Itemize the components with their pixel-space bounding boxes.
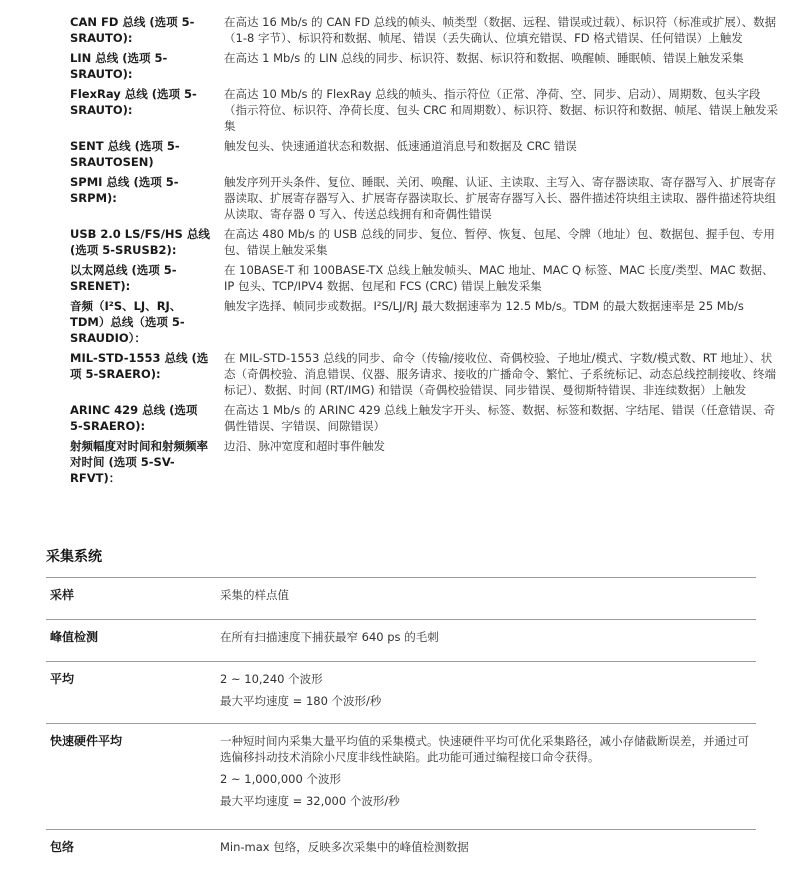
spec-label: 快速硬件平均 (50, 734, 123, 748)
trigger-label: USB 2.0 LS/FS/HS 总线 (选项 5-SRUSB2): (70, 227, 210, 257)
trigger-row-ethernet (70, 262, 780, 294)
trigger-desc: 在高达 1 Mb/s 的 LIN 总线的同步、标识符、数据、标识符和数据、唤醒帧、睡眠帧、错误上触发采集 (224, 51, 744, 65)
trigger-row-flexray (70, 86, 780, 134)
trigger-desc: 触发序列开头条件、复位、睡眠、关闭、唤醒、认证、主读取、主写入、寄存器读取、寄存器写入、扩展寄存器读取、扩展寄存器写入、扩展寄存器读取长、扩展寄存器写入长、器件描述符块组主读取、器件描述符块组从读取、寄存器 0 写入、传送总线拥有和奇偶性错误 (224, 175, 776, 221)
trigger-label: SENT 总线 (选项 5-SRAUTOSEN) (70, 139, 180, 169)
spec-row-average (46, 661, 756, 723)
spec-label: 平均 (50, 672, 75, 686)
trigger-label: ARINC 429 总线 (选项 5-SRAERO): (70, 403, 198, 433)
trigger-row-sent (70, 138, 780, 170)
trigger-desc: 在高达 10 Mb/s 的 FlexRay 总线的帧头、指示符位（正常、净荷、空、同步、启动）、周期数、包头字段（指示符位、标识符、净荷长度、包头 CRC 和周期数）、标识符、数据、标识符和数据、帧尾、错误上触发采集 (224, 87, 779, 133)
trigger-desc: 在高达 1 Mb/s 的 ARINC 429 总线上触发字开头、标签、数据、标签和数据、字结尾、错误（任意错误、奇偶性错误、字错误、间隙错误） (224, 403, 776, 433)
trigger-row-canfd (70, 14, 780, 46)
trigger-desc: 触发字选择、帧同步或数据。I²S/LJ/RJ 最大数据速率为 12.5 Mb/s。TDM 的最大数据速率是 25 Mb/s (224, 299, 744, 313)
spec-value (220, 620, 756, 661)
spec-line: 一种短时间内采集大量平均值的采集模式。快速硬件平均可优化采集路径，减小存储截断误差，并通过可选偏移抖动技术消除小尺度非线性缺陷。此功能可通过编程接口命令获得。 (220, 734, 749, 764)
trigger-row-lin (70, 50, 780, 82)
trigger-row-spmi (70, 174, 780, 222)
acquisition-spec-table (46, 577, 756, 869)
spec-value (220, 662, 756, 723)
spec-row-peak-detect (46, 619, 756, 661)
spec-line: 最大平均速度 = 32,000 个波形/秒 (220, 794, 400, 808)
spec-value (220, 724, 756, 829)
trigger-desc: 边沿、脉冲宽度和超时事件触发 (224, 439, 385, 453)
trigger-desc: 在 10BASE-T 和 100BASE-TX 总线上触发帧头、MAC 地址、MAC Q 标签、MAC 长度/类型、MAC 数据、IP 包头、TCP/IPV4 数据、包尾和 FCS (CRC) 错误上触发采集 (224, 263, 774, 293)
section-title: 采集系统 (46, 549, 102, 565)
trigger-table (70, 14, 780, 490)
trigger-label: 音频（I²S、LJ、RJ、TDM）总线（选项 5-SRAUDIO）： (70, 299, 185, 345)
spec-line: 最大平均速度 = 180 个波形/秒 (220, 694, 382, 708)
spec-value (220, 830, 756, 869)
spec-line: Min-max 包络，反映多次采集中的峰值检测数据 (220, 840, 469, 854)
spec-label: 峰值检测 (50, 630, 99, 644)
trigger-label: FlexRay 总线 (选项 5-SRAUTO): (70, 87, 197, 117)
trigger-label: MIL-STD-1553 总线 (选项 5-SRAERO): (70, 351, 209, 381)
spec-line: 在所有扫描速度下捕获最窄 640 ps 的毛刺 (220, 630, 439, 644)
trigger-row-rf (70, 438, 780, 486)
spec-line: 2 ~ 1,000,000 个波形 (220, 772, 341, 786)
spec-line: 采集的样点值 (220, 588, 289, 602)
trigger-row-arinc429 (70, 402, 780, 434)
trigger-desc: 在 MIL-STD-1553 总线的同步、命令（传输/接收位、奇偶校验、子地址/模式、字数/模式数、RT 地址）、状态（奇偶校验、消息错误、仪器、服务请求、接收的广播命令、繁忙、子系统标记、动态总线控制接收、终端标记）、数据、时间 (RT/IMG) 和错误（奇偶校验错误、同步错误、曼彻斯特错误、非连续数据）上触发 (224, 351, 776, 397)
trigger-desc: 触发包头、快速通道状态和数据、低速通道消息号和数据及 CRC 错误 (224, 139, 577, 153)
spec-label: 采样 (50, 588, 75, 602)
trigger-row-audio (70, 298, 780, 346)
trigger-row-usb (70, 226, 780, 258)
trigger-label: CAN FD 总线 (选项 5-SRAUTO): (70, 15, 195, 45)
trigger-label: SPMI 总线 (选项 5-SRPM): (70, 175, 179, 205)
spec-value (220, 578, 756, 619)
spec-line: 2 ~ 10,240 个波形 (220, 672, 323, 686)
trigger-label: LIN 总线 (选项 5-SRAUTO): (70, 51, 168, 81)
trigger-desc: 在高达 16 Mb/s 的 CAN FD 总线的帧头、帧类型（数据、远程、错误或过载）、标识符（标准或扩展）、数据（1-8 字节）、标识符和数据、帧尾、错误（丢失确认、位填充错误、FD 格式错误、任何错误）上触发 (224, 15, 777, 45)
spec-row-fast-hw-average (46, 723, 756, 829)
trigger-label: 射频幅度对时间和射频频率对时间 (选项 5-SV-RFVT)： (70, 439, 208, 485)
spec-row-sample (46, 577, 756, 619)
trigger-row-mil1553 (70, 350, 780, 398)
trigger-desc: 在高达 480 Mb/s 的 USB 总线的同步、复位、暂停、恢复、包尾、令牌（地址）包、数据包、握手包、专用包、错误上触发采集 (224, 227, 775, 257)
trigger-label: 以太网总线 (选项 5-SRENET): (70, 263, 177, 293)
spec-label: 包络 (50, 840, 75, 854)
spec-row-envelope (46, 829, 756, 869)
